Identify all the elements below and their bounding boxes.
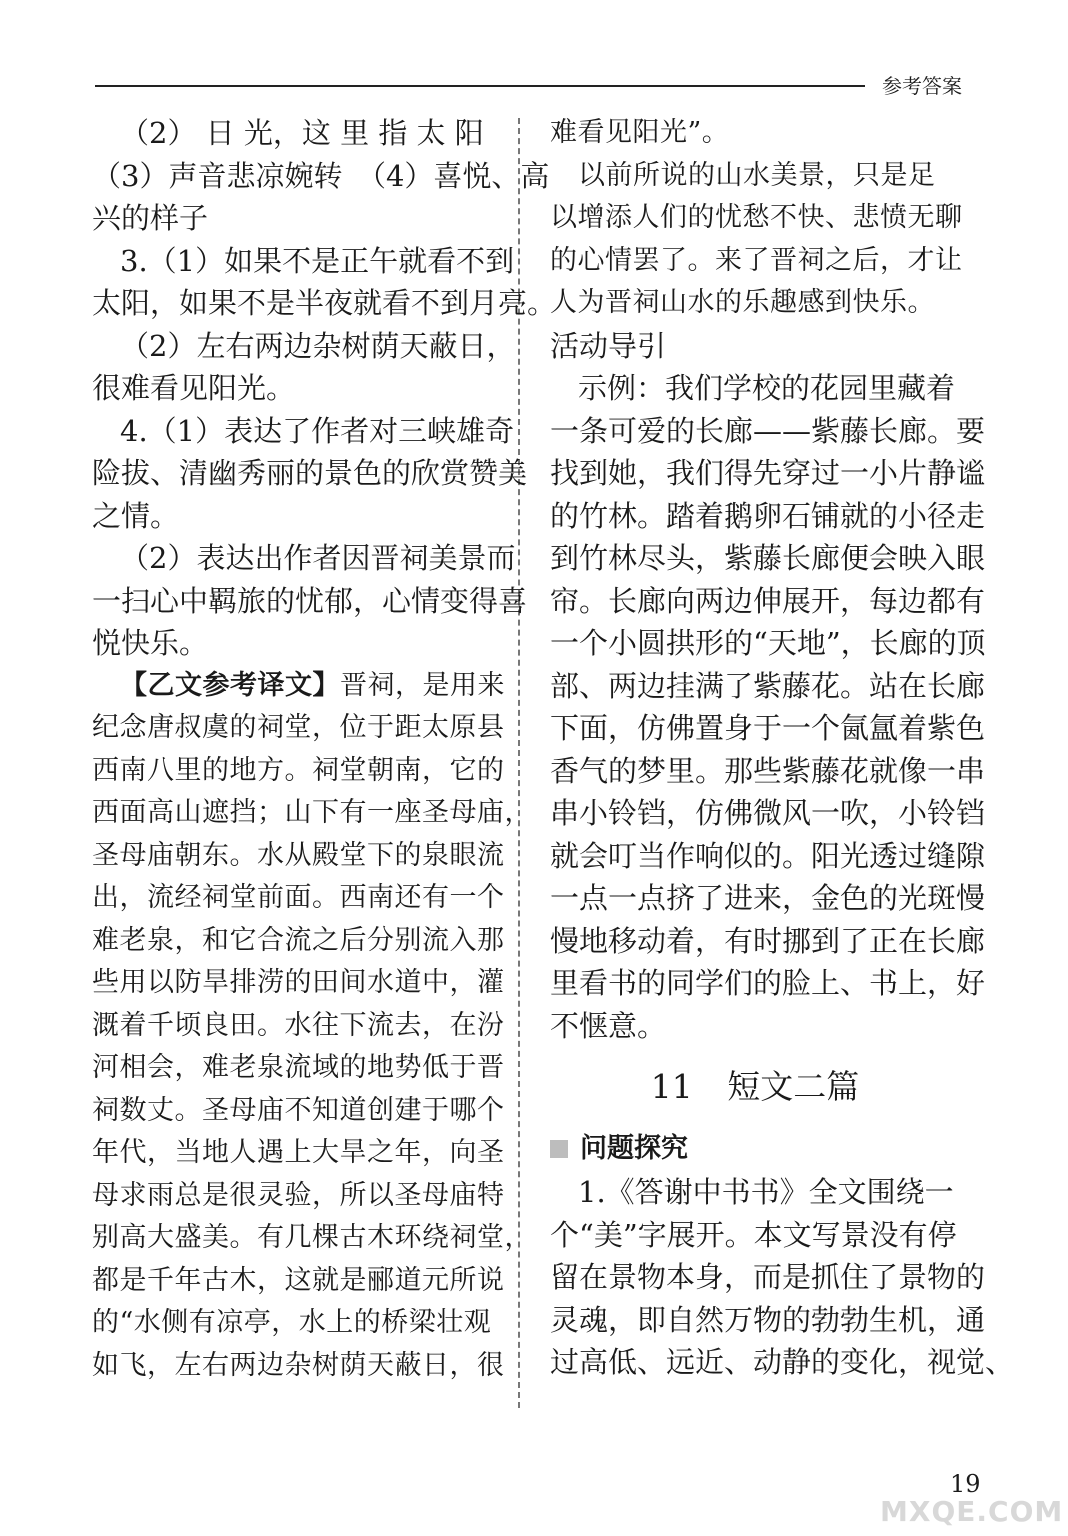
line-text: 西面高山遮挡；山下有一座圣母庙，	[92, 797, 532, 828]
line-text: 的心情罢了。来了晋祠之后，才让	[550, 244, 963, 276]
text-line	[550, 580, 986, 623]
line-text: 灵魂，即自然万物的勃勃生机，通	[550, 1302, 986, 1337]
line-text: 到竹林尽头，紫藤长廊便会映入眼	[550, 541, 986, 575]
text-line	[92, 495, 502, 538]
section-number: 11	[650, 1067, 693, 1106]
line-text: 慢地移动着，有时挪到了正在长廊	[550, 923, 986, 958]
square-bullet-icon	[550, 1140, 568, 1158]
line-text: 一个小圆拱形的“天地”，长廊的顶	[550, 626, 986, 660]
line-text: 过高低、远近、动静的变化，视觉、	[550, 1345, 1015, 1379]
line-text: 难看见阳光”。	[550, 117, 730, 148]
text-line	[92, 1090, 505, 1133]
right-column	[550, 112, 1015, 1384]
line-text: 就会叮当作响似的。阳光透过缝隙	[550, 838, 986, 873]
line-text: 些用以防旱排涝的田间水道中，灌	[92, 967, 505, 998]
text-line	[92, 580, 528, 623]
text-line	[550, 537, 986, 580]
text-line	[92, 877, 505, 920]
line-text: 太阳，如果不是半夜就看不到月亮。	[92, 286, 557, 320]
text-line	[92, 282, 557, 325]
line-text: 活动导引	[550, 328, 667, 363]
text-line	[92, 452, 528, 495]
text-line	[550, 962, 986, 1005]
line-text: 1.《答谢中书书》全文围绕一	[578, 1175, 954, 1209]
line-text: （2）左右两边杂树荫天蔽日，	[120, 328, 516, 363]
line-text: 如飞，左右两边杂树荫天蔽日，很	[92, 1349, 505, 1381]
text-line	[92, 240, 515, 283]
left-column	[92, 112, 557, 1387]
line-text: （2） 日 光，这 里 指 太 阳	[120, 116, 484, 150]
text-line	[92, 1047, 505, 1090]
text-line	[92, 537, 516, 580]
text-line	[92, 1005, 505, 1048]
text-line	[92, 622, 502, 665]
line-text: 难老泉，和它合流之后分别流入那	[92, 924, 505, 956]
text-line	[92, 1175, 505, 1218]
text-line	[550, 452, 986, 495]
line-text: 的“水侧有凉亭，水上的桥梁壮观	[92, 1307, 492, 1338]
text-line	[550, 495, 986, 538]
line-text: 一条可爱的长廊——紫藤长廊。要	[550, 413, 986, 448]
line-text: 以增添人们的忧愁不快、悲愤无聊	[550, 202, 963, 233]
line-text: 纪念唐叔虞的祠堂，位于距太原县	[92, 712, 505, 743]
line-text: 出，流经祠堂前面。西南还有一个	[92, 882, 505, 913]
text-line	[550, 1214, 960, 1257]
line-text: 3.（1）如果不是正午就看不到	[120, 243, 515, 278]
line-text: 西南八里的地方。祠堂朝南，它的	[92, 754, 505, 786]
text-line	[550, 707, 986, 750]
text-line	[550, 622, 986, 665]
text-line	[92, 1345, 505, 1388]
line-text: 的竹林。踏着鹅卵石铺就的小径走	[550, 498, 986, 533]
line-text: 个“美”字展开。本文写景没有停	[550, 1217, 957, 1252]
text-line	[550, 877, 986, 920]
line-text: 以前所说的山水美景，只是足	[578, 159, 936, 191]
text-line	[550, 325, 960, 368]
line-text: 香气的梦里。那些紫藤花就像一串	[550, 753, 986, 788]
line-text: 年代，当地人遇上大旱之年，向圣	[92, 1137, 505, 1168]
text-line	[550, 367, 960, 410]
text-line	[92, 112, 502, 155]
text-line	[550, 835, 986, 878]
watermark: MXQE.COM	[880, 1495, 1064, 1528]
text-line	[92, 792, 532, 835]
text-line	[550, 920, 986, 963]
line-text: 溉着千顷良田。水往下流去，在汾	[92, 1009, 505, 1041]
line-text: 4.（1）表达了作者对三峡雄奇	[120, 413, 515, 448]
line-text: （3）声音悲凉婉转 （4）喜悦、高	[92, 158, 550, 193]
line-text: 河相会，难老泉流域的地势低于晋	[92, 1052, 505, 1083]
text-line	[550, 112, 960, 155]
text-line	[92, 1132, 505, 1175]
text-line	[550, 282, 960, 325]
text-line	[550, 792, 986, 835]
line-text: 一扫心中羁旅的忧郁，心情变得喜	[92, 583, 528, 618]
line-text: 很难看见阳光。	[92, 371, 296, 405]
text-line	[92, 665, 505, 708]
text-line	[92, 197, 502, 240]
text-line	[550, 1256, 986, 1299]
text-line	[92, 1260, 505, 1303]
line-text: 帘。长廊向两边伸展开，每边都有	[550, 583, 986, 618]
subheading	[550, 1127, 960, 1171]
text-line	[550, 155, 960, 198]
line-text: 险拔、清幽秀丽的景色的欣赏赞美	[92, 456, 528, 490]
text-line	[92, 835, 505, 878]
text-line	[92, 325, 516, 368]
text-line	[550, 197, 963, 240]
line-text: 悦快乐。	[92, 626, 209, 660]
section-name: 短文二篇	[727, 1067, 860, 1106]
line-text: 母求雨总是很灵验，所以圣母庙特	[92, 1179, 505, 1211]
text-line	[550, 1005, 960, 1048]
line-text: 串小铃铛，仿佛微风一吹，小铃铛	[550, 796, 986, 830]
line-text: 找到她，我们得先穿过一小片静谧	[550, 456, 986, 490]
translation-label: 【乙文参考译文】	[120, 669, 340, 701]
line-text: 兴的样子	[92, 201, 209, 235]
text-line	[92, 962, 505, 1005]
line-text: 下面，仿佛置身于一个氤氲着紫色	[550, 711, 986, 745]
line-text: 一点一点挤了进来，金色的光斑慢	[550, 881, 986, 915]
page-number: 19	[950, 1470, 981, 1498]
text-line	[92, 707, 505, 750]
line-text: 人为晋祠山水的乐趣感到快乐。	[550, 287, 935, 318]
line-text: 之情。	[92, 498, 180, 533]
text-line	[550, 410, 986, 453]
line-text: 都是千年古木，这就是郦道元所说	[92, 1264, 505, 1296]
text-line	[92, 410, 515, 453]
line-text: 圣母庙朝东。水从殿堂下的泉眼流	[92, 839, 505, 871]
text-line	[550, 750, 986, 793]
text-line	[550, 1171, 960, 1214]
text-line	[92, 920, 505, 963]
line-text: 里看书的同学们的脸上、书上，好	[550, 966, 986, 1000]
text-line	[92, 750, 505, 793]
text-line	[550, 1299, 986, 1342]
text-line	[550, 1341, 1015, 1384]
text-line	[550, 665, 986, 708]
header-rule	[95, 85, 865, 87]
line-text: 留在景物本身，而是抓住了景物的	[550, 1260, 986, 1294]
text-line	[92, 155, 550, 198]
line-text: 部、两边挂满了紫藤花。站在长廊	[550, 668, 986, 703]
text-line	[92, 1302, 502, 1345]
text-line	[550, 240, 963, 283]
line-text: 不惬意。	[550, 1008, 667, 1043]
line-text: 别高大盛美。有几棵古木环绕祠堂，	[92, 1222, 532, 1253]
line-text: 祠数丈。圣母庙不知道创建于哪个	[92, 1094, 505, 1126]
line-text: 晋祠，是用来	[340, 669, 505, 701]
header-label: 参考答案	[882, 74, 962, 98]
text-line	[92, 367, 502, 410]
subheading-text: 问题探究	[580, 1133, 688, 1164]
line-text: （2）表达出作者因晋祠美景而	[120, 541, 516, 575]
text-line	[92, 1217, 532, 1260]
section-title	[550, 1047, 960, 1127]
line-text: 示例：我们学校的花园里藏着	[578, 371, 956, 405]
